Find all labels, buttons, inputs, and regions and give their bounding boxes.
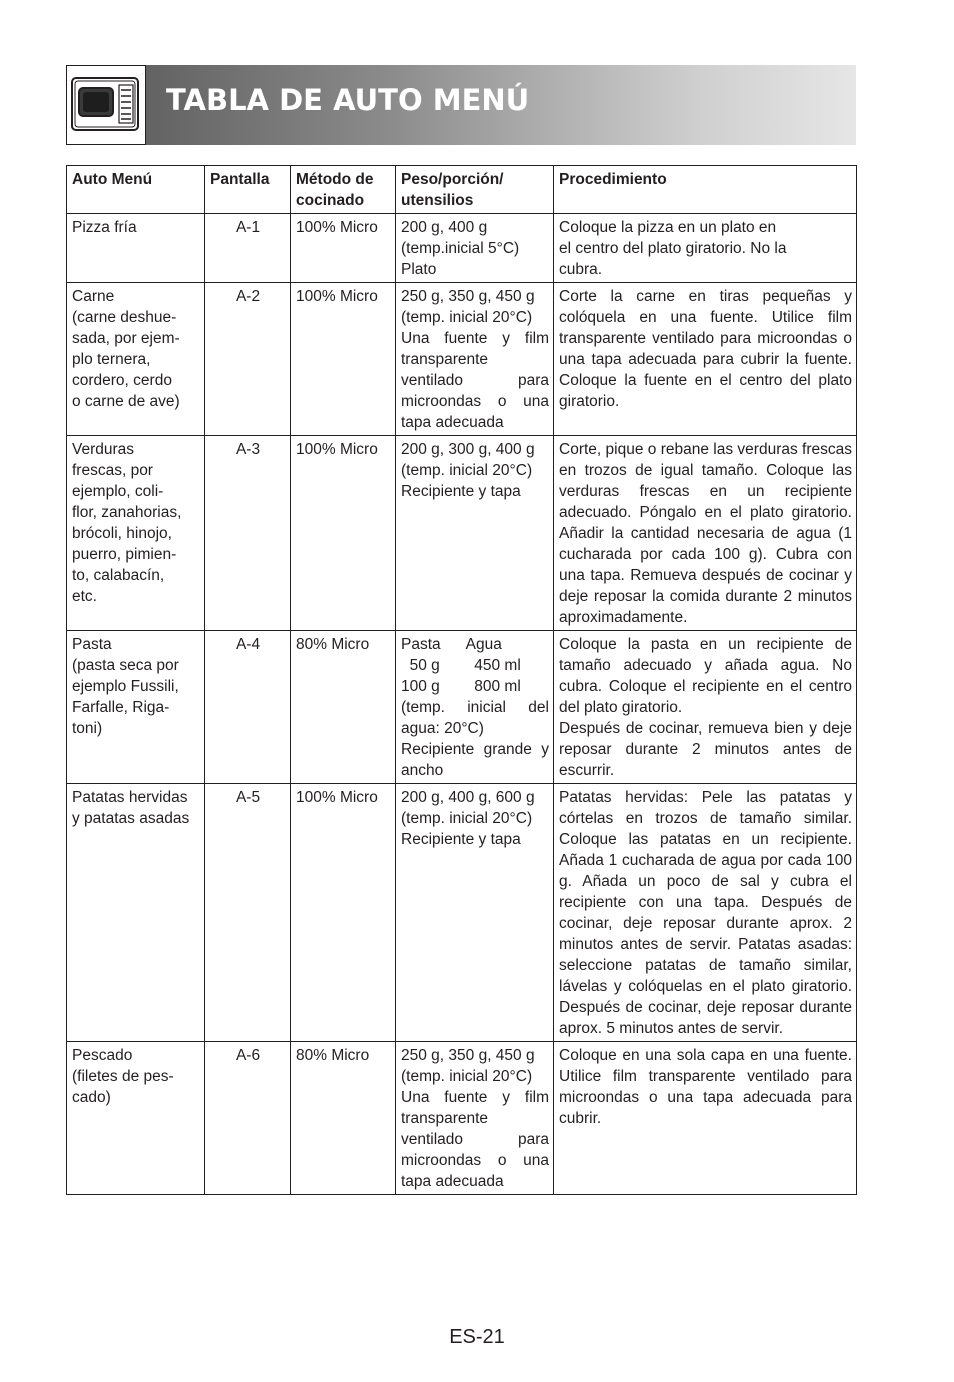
cell-menu: Carne (carne deshue- sada, por ejem- plo ternera, cordero, cerdo o carne de ave): [67, 283, 205, 436]
cell-metodo: 80% Micro: [291, 631, 396, 784]
cell-peso: 200 g, 400 g, 600 g (temp. inicial 20°C) Recipiente y tapa: [396, 784, 554, 1042]
cell-pantalla: A-1: [205, 214, 291, 283]
cell-menu: Patatas hervidas y patatas asadas: [67, 784, 205, 1042]
cell-menu: Pescado (filetes de pes- cado): [67, 1042, 205, 1195]
cell-menu: Verduras frescas, por ejemplo, coli- flor, zanahorias, brócoli, hinojo, puerro, pimien- to, calabacín, etc.: [67, 436, 205, 631]
cell-peso: Pasta Agua 50 g 450 ml 100 g 800 ml (temp. inicial del agua: 20°C) Recipiente grande y ancho: [396, 631, 554, 784]
page-title: TABLA DE AUTO MENÚ: [166, 83, 530, 117]
cell-procedimiento: Coloque la pasta en un recipiente de tamaño adecuado y añada agua. No cubra. Coloque el recipiente en el centro del plato giratorio. Después de cocinar, remueva bien y deje reposar durante 2 minutos antes de escurrir.: [554, 631, 857, 784]
table-header-row: [67, 166, 857, 214]
cell-pantalla: A-4: [205, 631, 291, 784]
cell-metodo: 100% Micro: [291, 283, 396, 436]
column-header-peso: Peso/porción/ utensilios: [396, 166, 554, 214]
microwave-icon-box: [66, 65, 146, 145]
cell-pantalla: A-6: [205, 1042, 291, 1195]
table-row: [67, 1042, 857, 1195]
cell-peso: 250 g, 350 g, 450 g (temp. inicial 20°C) Una fuente y film transparente ventilado para microondas o una tapa adecuada: [396, 1042, 554, 1195]
table-row: [67, 436, 857, 631]
cell-pantalla: A-5: [205, 784, 291, 1042]
column-header-metodo: Método de cocinado: [291, 166, 396, 214]
page-number: ES-21: [449, 1326, 505, 1348]
cell-pantalla: A-3: [205, 436, 291, 631]
cell-metodo: 100% Micro: [291, 784, 396, 1042]
cell-procedimiento: Patatas hervidas: Pele las patatas y córtelas en trozos de tamaño similar. Coloque las patatas en un recipiente. Añada 1 cucharada de agua por cada 100 g. Añada un poco de sal y cubra el recipiente con una tapa. Después de cocinar, deje reposar durante aprox. 2 minutos antes de servir. Patatas asadas: seleccione patatas de tamaño similar, lávelas y colóquelas en el plato giratorio. Después de cocinar, deje reposar durante aprox. 5 minutos antes de servir.: [554, 784, 857, 1042]
cell-procedimiento: Coloque en una sola capa en una fuente. Utilice film transparente ventilado para microondas o una tapa adecuada para cubrir.: [554, 1042, 857, 1195]
auto-menu-table: [66, 165, 857, 1195]
cell-procedimiento: Corte, pique o rebane las verduras frescas en trozos de igual tamaño. Coloque las verduras frescas en un recipiente adecuado. Póngalo en el plato giratorio. Añadir la cantidad necesaria de agua (1 cucharada por cada 100 g). Cubra con una tapa. Remueva después de cocinar y deje reposar la comida durante 2 minutos aproximadamente.: [554, 436, 857, 631]
table-row: [67, 283, 857, 436]
cell-peso: 200 g, 400 g (temp.inicial 5°C) Plato: [396, 214, 554, 283]
cell-procedimiento: Corte la carne en tiras pequeñas y colóquela en una fuente. Utilice film transparente ventilado para microondas o una tapa adecuada para cubrir la fuente. Coloque la fuente en el centro del plato giratorio.: [554, 283, 857, 436]
cell-peso: 200 g, 300 g, 400 g (temp. inicial 20°C) Recipiente y tapa: [396, 436, 554, 631]
cell-metodo: 100% Micro: [291, 214, 396, 283]
column-header-procedimiento: Procedimiento: [554, 166, 857, 214]
cell-menu: Pizza fría: [67, 214, 205, 283]
column-header-auto-menu: Auto Menú: [67, 166, 205, 214]
section-header: [66, 65, 856, 145]
cell-metodo: 100% Micro: [291, 436, 396, 631]
cell-pantalla: A-2: [205, 283, 291, 436]
table-row: [67, 214, 857, 283]
table-row: [67, 631, 857, 784]
cell-menu: Pasta (pasta seca por ejemplo Fussili, Farfalle, Riga- toni): [67, 631, 205, 784]
column-header-pantalla: Pantalla: [205, 166, 291, 214]
microwave-icon: [70, 74, 142, 134]
table-row: [67, 784, 857, 1042]
cell-peso: 250 g, 350 g, 450 g (temp. inicial 20°C) Una fuente y film transparente ventilado para microondas o una tapa adecuada: [396, 283, 554, 436]
cell-procedimiento: Coloque la pizza en un plato en el centro del plato giratorio. No la cubra.: [554, 214, 857, 283]
cell-metodo: 80% Micro: [291, 1042, 396, 1195]
